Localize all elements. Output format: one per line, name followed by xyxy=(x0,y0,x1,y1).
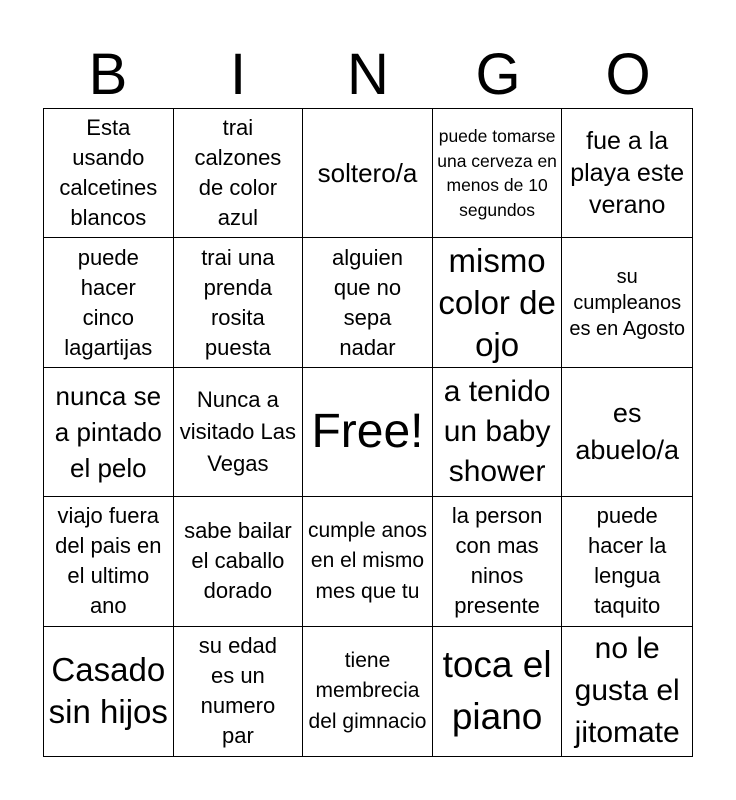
bingo-cell-r1c5[interactable] xyxy=(562,109,692,238)
bingo-cell-r2c3[interactable] xyxy=(303,238,433,367)
bingo-cell-r4c4[interactable] xyxy=(433,497,563,626)
cell-text: puede tomarse una cerveza en menos de 10 segundos xyxy=(437,126,557,220)
cell-text: viajo fuera del pais en el ultimo ano xyxy=(55,503,162,619)
cell-text: su cumpleanos es en Agosto xyxy=(569,265,686,340)
cell-text: puede hacer cinco lagartijas xyxy=(64,244,153,360)
bingo-header xyxy=(43,40,693,108)
cell-text: a tenido un baby shower xyxy=(443,374,551,488)
cell-text: puede hacer la lengua taquito xyxy=(588,503,667,619)
bingo-cell-r4c1[interactable] xyxy=(44,497,174,626)
bingo-cell-r3c3[interactable] xyxy=(303,368,433,497)
bingo-cell-r2c2[interactable] xyxy=(174,238,304,367)
cell-text: soltero/a xyxy=(317,158,418,189)
bingo-cell-r2c1[interactable] xyxy=(44,238,174,367)
cell-text: toca el piano xyxy=(442,644,552,738)
bingo-cell-r1c2[interactable] xyxy=(174,109,304,238)
cell-text: su edad es un numero par xyxy=(198,633,278,749)
cell-text-free: Free! xyxy=(311,404,424,458)
bingo-cell-r5c3[interactable] xyxy=(303,627,433,756)
cell-text: no le gusta el jitomate xyxy=(574,632,680,750)
bingo-cell-r3c2[interactable] xyxy=(174,368,304,497)
cell-text: Casado sin hijos xyxy=(48,651,168,731)
bingo-cell-r5c4[interactable] xyxy=(433,627,563,756)
bingo-cell-r1c3[interactable] xyxy=(303,109,433,238)
cell-text: la person con mas ninos presente xyxy=(451,503,543,619)
header-letter-o: O xyxy=(605,42,651,107)
bingo-cell-r4c3[interactable] xyxy=(303,497,433,626)
bingo-cell-r3c4[interactable] xyxy=(433,368,563,497)
bingo-cell-r1c4[interactable] xyxy=(433,109,563,238)
cell-text: mismo color de ojo xyxy=(438,241,556,363)
bingo-cell-r1c1[interactable] xyxy=(44,109,174,238)
cell-text: fue a la playa este verano xyxy=(570,127,685,220)
cell-text: trai calzones de color azul xyxy=(194,115,282,231)
bingo-cell-r3c1[interactable] xyxy=(44,368,174,497)
bingo-cell-r4c5[interactable] xyxy=(562,497,692,626)
cell-text: nunca se a pintado el pelo xyxy=(54,380,162,483)
cell-text: es abuelo/a xyxy=(575,397,679,465)
bingo-cell-r5c5[interactable] xyxy=(562,627,692,756)
cell-text: trai una prenda rosita puesta xyxy=(201,244,275,360)
cell-text: alguien que no sepa nadar xyxy=(332,244,403,360)
bingo-cell-r2c4[interactable] xyxy=(433,238,563,367)
bingo-cell-r2c5[interactable] xyxy=(562,238,692,367)
header-letter-b: B xyxy=(88,42,128,107)
cell-text: Esta usando calcetines blancos xyxy=(59,115,158,231)
bingo-cell-r5c1[interactable] xyxy=(44,627,174,756)
header-letter-i: I xyxy=(229,42,247,107)
bingo-board xyxy=(43,108,693,757)
bingo-cell-r5c2[interactable] xyxy=(174,627,304,756)
header-letter-n: N xyxy=(347,42,389,107)
cell-text: sabe bailar el caballo dorado xyxy=(184,518,292,604)
cell-text: tiene membrecia del gimnacio xyxy=(308,648,427,733)
header-letter-g: G xyxy=(475,42,521,107)
cell-text: Nunca a visitado Las Vegas xyxy=(179,386,296,476)
bingo-cell-r3c5[interactable] xyxy=(562,368,692,497)
bingo-cell-r4c2[interactable] xyxy=(174,497,304,626)
cell-text: cumple anos en el mismo mes que tu xyxy=(307,518,428,603)
